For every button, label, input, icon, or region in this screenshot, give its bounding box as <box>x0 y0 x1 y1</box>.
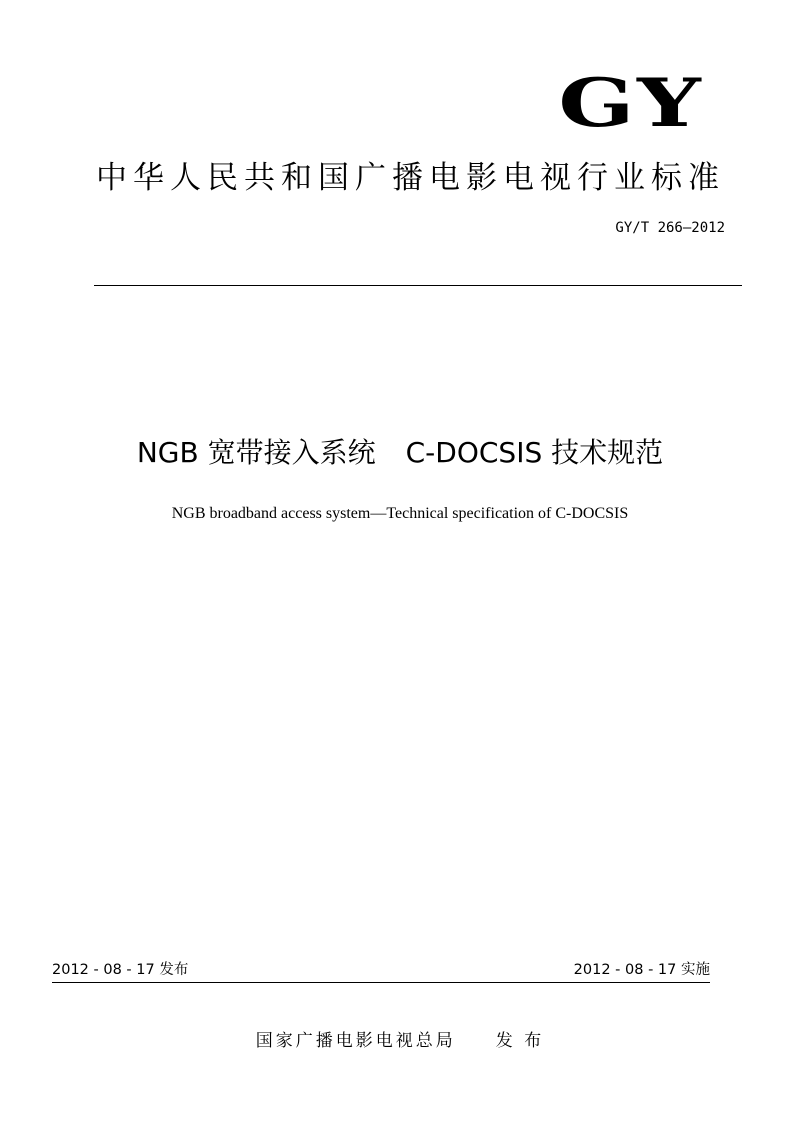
publisher-name: 国家广播电影电视总局 <box>255 1031 456 1051</box>
publish-action: 发 布 <box>495 1031 545 1051</box>
standard-number: GY/T 266—2012 <box>615 220 725 236</box>
standard-category-title: 中华人民共和国广播电影电视行业标准 <box>96 160 725 196</box>
document-title-cn <box>0 433 800 473</box>
gy-logo: GY <box>557 64 703 142</box>
header-divider <box>94 285 742 286</box>
document-title-cn-part1: NGB 宽带接入系统 <box>136 436 376 469</box>
document-title-en: NGB broadband access system—Technical specification of C-DOCSIS <box>171 505 629 522</box>
issue-date: 2012 - 08 - 17 发布 <box>52 962 189 978</box>
document-title-cn-part2: C-DOCSIS 技术规范 <box>405 436 664 469</box>
implementation-date: 2012 - 08 - 17 实施 <box>573 962 710 978</box>
date-row <box>52 960 710 983</box>
publisher-row <box>0 1028 800 1054</box>
